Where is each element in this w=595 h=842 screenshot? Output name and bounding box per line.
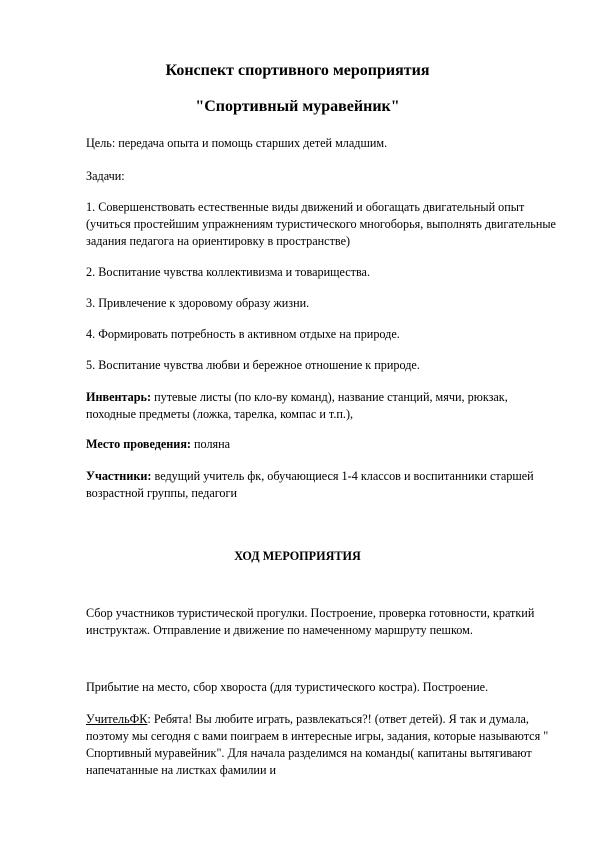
task-item-3: 3. Привлечение к здоровому образу жизни. [86,296,310,310]
speech-paragraph [86,711,556,779]
inventory-text: путевые листы (по кло-ву команд), название станций, мячи, рюкзак, походные предметы (ложка, тарелка, компас и т.п.), [86,390,508,421]
speaker-label: УчительФК [86,712,148,726]
place-label: Место проведения: [86,437,191,451]
document-title: Конспект спортивного мероприятия [165,62,430,79]
section-heading: ХОД МЕРОПРИЯТИЯ [234,549,361,563]
participants-paragraph [86,468,556,502]
place-text: поляна [190,437,231,451]
tasks-heading: Задачи: [86,169,125,183]
goal-paragraph: Цель: передача опыта и помощь старших детей младшим. [86,136,388,150]
task-item-5: 5. Воспитание чувства любви и бережное отношение к природе. [86,358,420,372]
place-paragraph [86,436,556,453]
body-paragraph-1: Сбор участников туристической прогулки. Построение, проверка готовности, краткий инструктаж. Отправление и движение по намеченному маршруту пешком. [86,606,535,637]
participants-label: Участники: [86,469,152,483]
task-item-2: 2. Воспитание чувства коллективизма и товарищества. [86,265,370,279]
inventory-paragraph [86,389,556,423]
participants-text: ведущий учитель фк, обучающиеся 1-4 классов и воспитанники старшей возрастной группы, педагоги [86,469,534,500]
speech-text: : Ребята! Вы любите играть, развлекаться?! (ответ детей). Я так и думала, поэтому мы сегодня с вами поиграем в интересные игры, задания, которые называются " Спортивный муравейник". Для начала разделимся на команды( капитаны вытягивают напечатанные на листках фамилии и [86,712,549,777]
document-subtitle: "Спортивный муравейник" [195,98,400,115]
inventory-label: Инвентарь: [86,390,152,404]
body-paragraph-2: Прибытие на место, сбор хвороста (для туристического костра). Построение. [86,680,489,694]
task-item-4: 4. Формировать потребность в активном отдыхе на природе. [86,327,400,341]
task-item-1: 1. Совершенствовать естественные виды движений и обогащать двигательный опыт (учиться простейшим упражнениям туристического многоборья, выполнять двигательные задания педагога на ориентировку в пространстве) [86,200,556,248]
